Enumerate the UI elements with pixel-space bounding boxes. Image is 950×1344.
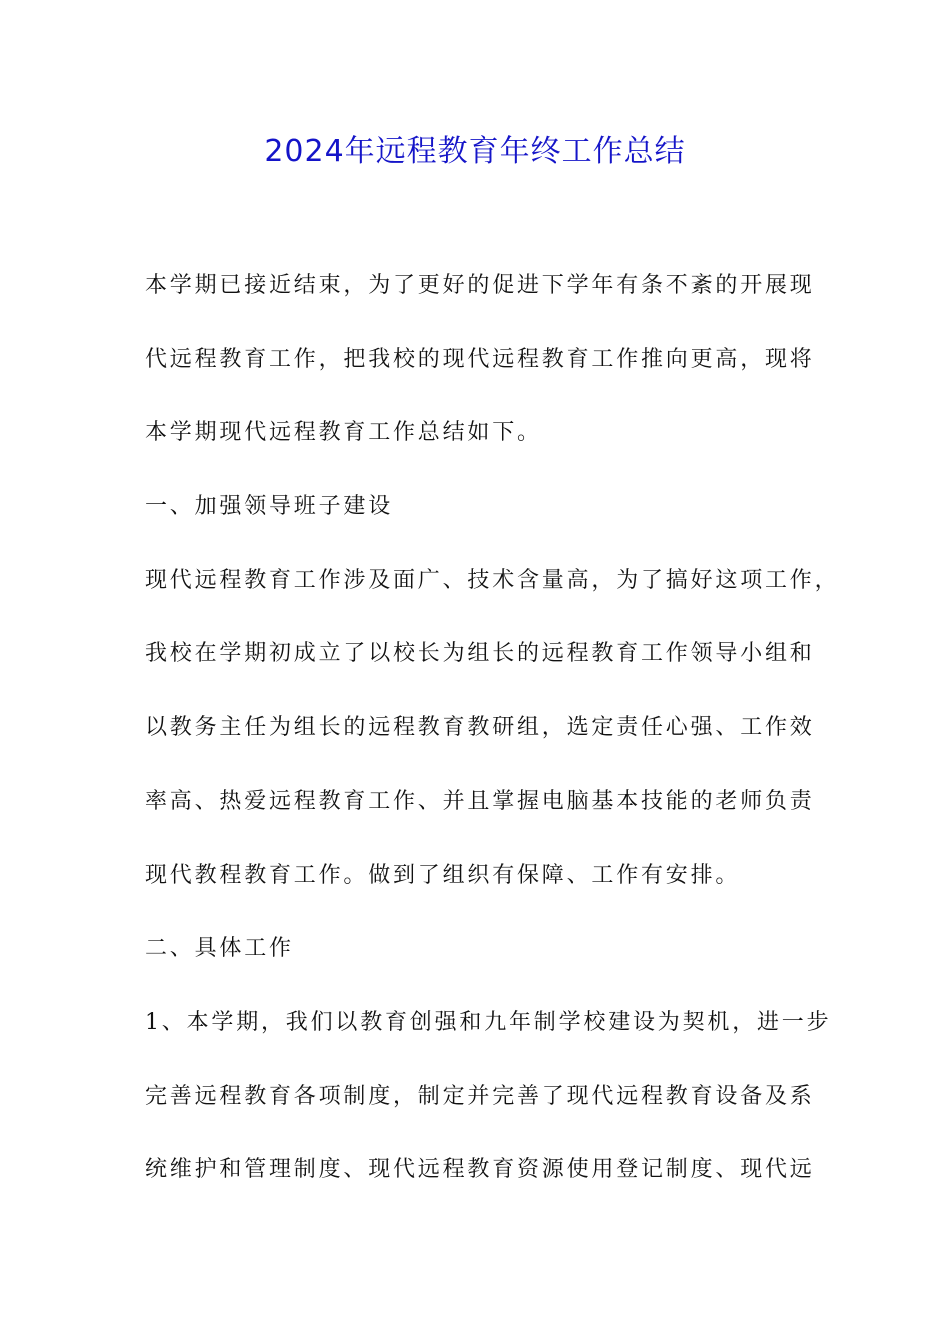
paragraph-line: 本学期已接近结束，为了更好的促进下学年有条不紊的开展现 [145,273,815,298]
paragraph-line: 现代远程教育工作涉及面广、技术含量高，为了搞好这项工作， [145,567,840,593]
section-heading: 一、加强领导班子建设 [145,494,394,520]
paragraph-line: 率高、热爱远程教育工作、并且掌握电脑基本技能的老师负责 [145,788,815,814]
paragraph-line: 代远程教育工作，把我校的现代远程教育工作推向更高，现将 [145,346,815,372]
paragraph-line: 统维护和管理制度、现代远程教育资源使用登记制度、现代远 [145,1157,815,1183]
section-heading: 二、具体工作 [145,936,294,962]
paragraph-line: 本学期现代远程教育工作总结如下。 [145,420,542,446]
document-title: 2024年远程教育年终工作总结 [264,134,686,169]
paragraph-line: 1、本学期，我们以教育创强和九年制学校建设为契机，进一步 [145,1009,832,1035]
paragraph-line: 以教务主任为组长的远程教育教研组，选定责任心强、工作效 [145,715,815,741]
paragraph-line: 现代教程教育工作。做到了组织有保障、工作有安排。 [145,862,741,888]
paragraph-line: 我校在学期初成立了以校长为组长的远程教育工作领导小组和 [145,641,815,667]
document-body [145,262,840,1220]
paragraph-line: 完善远程教育各项制度，制定并完善了现代远程教育设备及系 [145,1083,815,1109]
